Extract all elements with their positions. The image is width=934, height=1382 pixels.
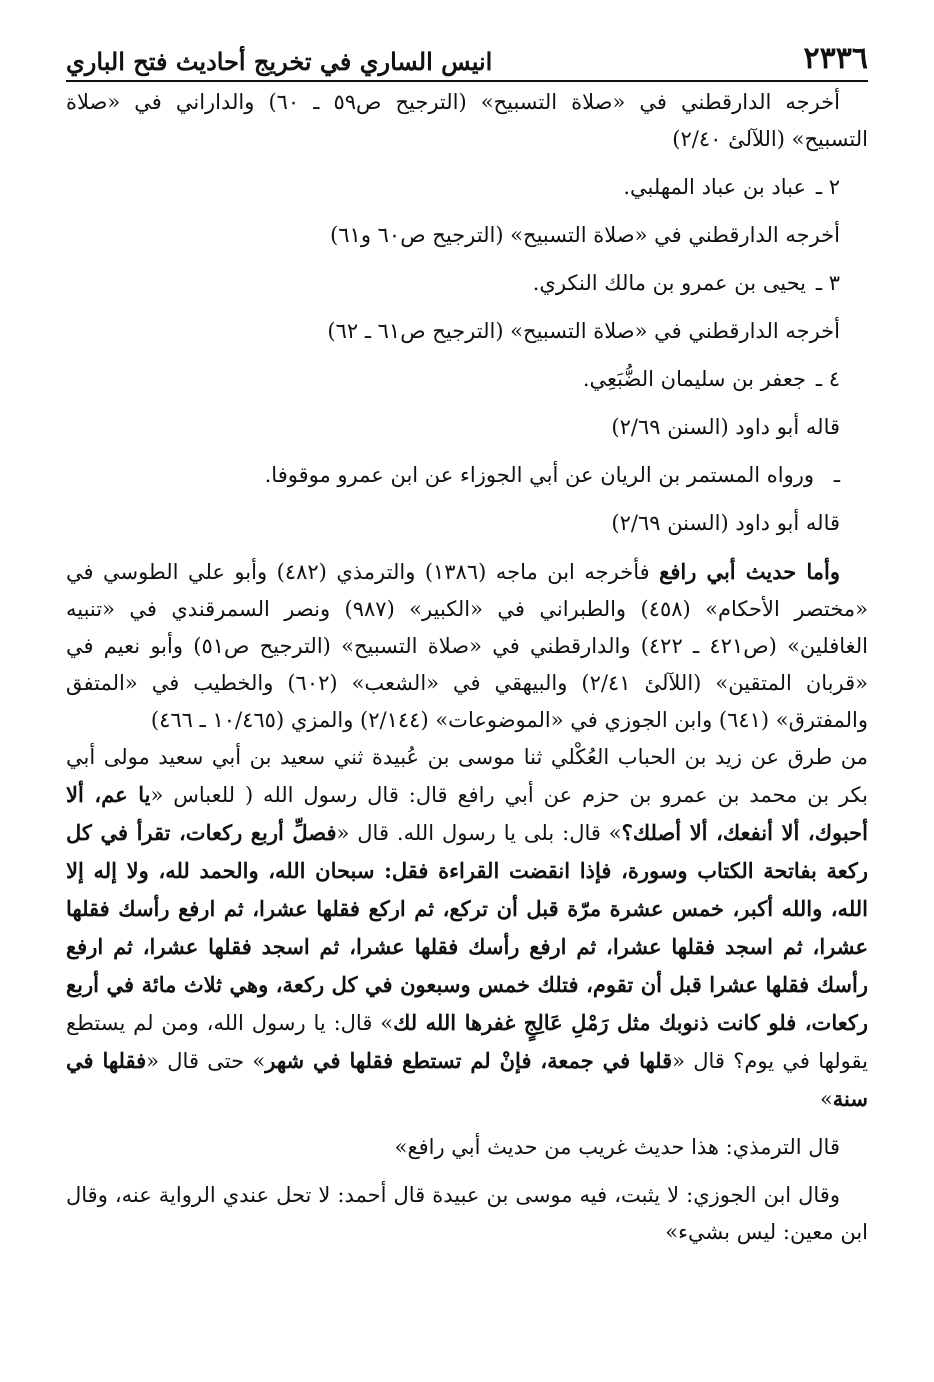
running-title: انيس الساري في تخريج أحاديث فتح الباري bbox=[66, 47, 493, 76]
matn-plain-3: » حتى قال « bbox=[146, 1049, 266, 1073]
paragraph-source: أخرجه الدارقطني في «صلاة التسبيح» (الترجيح ص٦١ ـ ٦٢) bbox=[327, 319, 840, 343]
paragraph-mawquf bbox=[66, 457, 868, 494]
abu-rafi-lead: وأما حديث أبي رافع bbox=[659, 559, 841, 584]
list-number: ٣ ـ bbox=[815, 271, 840, 295]
matn-bold-3: قلها في جمعة، فإنْ لم تستطع فقلها في شهر bbox=[265, 1048, 673, 1073]
paragraph-abu-rafi bbox=[66, 553, 868, 739]
mawquf-text: ورواه المستمر بن الريان عن أبي الجوزاء عن ابن عمرو موقوفا. bbox=[264, 463, 814, 487]
paragraph-source: أخرجه الدارقطني في «صلاة التسبيح» (الترجيح ص٦٠ و٦١) bbox=[330, 223, 840, 247]
matn-plain-1: » قال: بلى يا رسول الله. قال « bbox=[336, 821, 622, 845]
matn-bold-1: يا عم، ألا أحبوك، ألا أنفعك، ألا أصلك؟ bbox=[66, 782, 868, 845]
list-number: ٤ ـ bbox=[815, 367, 840, 391]
page-header bbox=[66, 34, 868, 82]
paragraph-source: قاله أبو داود (السنن ٢/٦٩) bbox=[611, 415, 840, 439]
paragraph-tirmidhi: قال الترمذي: هذا حديث غريب من حديث أبي رافع» bbox=[394, 1135, 840, 1159]
dash-marker: ـ bbox=[833, 463, 840, 487]
matn-bold-2: فصلِّ أربع ركعات، تقرأ في كل ركعة بفاتحة الكتاب وسورة، فإذا انقضت القراءة فقل: سبحان الله، والحمد لله، ولا إله إلا الله، والله أكبر، خمس عشرة مرّة قبل أن تركع، ثم اركع فقلها عشرا، ثم ارفع رأسك فقلها عشرا، ثم اسجد فقلها عشرا، ثم ارفع رأسك فقلها عشرا، ثم اسجد فقلها عشرا، ثم ارفع رأسك فقلها عشرا قبل أن تقوم، فتلك خمس وسبعون في كل ركعة، وهي ثلاث مائة في أربع ركعات، فلو كانت ذنوبك مثل رَمْلِ عَالِجٍ غفرها الله لك bbox=[66, 820, 868, 1035]
list-number: ٢ ـ bbox=[815, 175, 840, 199]
paragraph-ibn-jawzi: وقال ابن الجوزي: لا يثبت، فيه موسى بن عبيدة قال أحمد: لا تحل عندي الرواية عنه، وقال ابن معين: ليس بشيء» bbox=[66, 1183, 868, 1244]
narrator-name: جعفر بن سليمان الضُّبَعِي. bbox=[582, 367, 806, 391]
list-item-2 bbox=[66, 169, 868, 206]
paragraph-hadith-text bbox=[66, 739, 868, 1118]
page-number: ٢٣٣٦ bbox=[803, 41, 868, 76]
paragraph-takhrij-1: أخرجه الدارقطني في «صلاة التسبيح» (الترجيح ص٥٩ ـ ٦٠) والداراني في «صلاة التسبيح» (اللآلئ ٢/٤٠) bbox=[66, 90, 868, 151]
list-item-4 bbox=[66, 361, 868, 398]
matn-plain-4: » bbox=[819, 1087, 833, 1111]
matn-plain-2: » قال: يا رسول الله، ومن لم يستطع يقولها في يوم؟ قال « bbox=[66, 1011, 868, 1073]
narrator-name: يحيى بن عمرو بن مالك النكري. bbox=[532, 271, 806, 295]
list-item-3 bbox=[66, 265, 868, 302]
page-body bbox=[66, 84, 868, 1251]
narrator-name: عباد بن عباد المهلبي. bbox=[623, 175, 806, 199]
matn-bold-4: فقلها في سنة bbox=[66, 1048, 868, 1111]
paragraph-source: قاله أبو داود (السنن ٢/٦٩) bbox=[611, 511, 840, 535]
isnad-text: من طرق عن زيد بن الحباب العُكْلي ثنا موسى بن عُبيدة ثني سعيد بن أبي سعيد مولى أبي بكر بن محمد بن عمرو بن حزم عن أبي رافع قال: قال رسول الله ( للعباس « bbox=[66, 745, 868, 807]
abu-rafi-takhrij: فأخرجه ابن ماجه (١٣٨٦) والترمذي (٤٨٢) وأبو علي الطوسي في «مختصر الأحكام» (٤٥٨) والطبراني في «الكبير» (٩٨٧) ونصر السمرقندي في «تنبيه الغافلين» (ص٤٢١ ـ ٤٢٢) والدارقطني في «صلاة التسبيح» (الترجيح ص٥١) وأبو نعيم في «قربان المتقين» (اللآلئ ٢/٤١) والبيهقي في «الشعب» (٦٠٢) والخطيب في «المتفق والمفترق» (٦٤١) وابن الجوزي في «الموضوعات» (٢/١٤٤) والمزي (١٠/٤٦٥ ـ ٤٦٦) bbox=[66, 560, 869, 732]
